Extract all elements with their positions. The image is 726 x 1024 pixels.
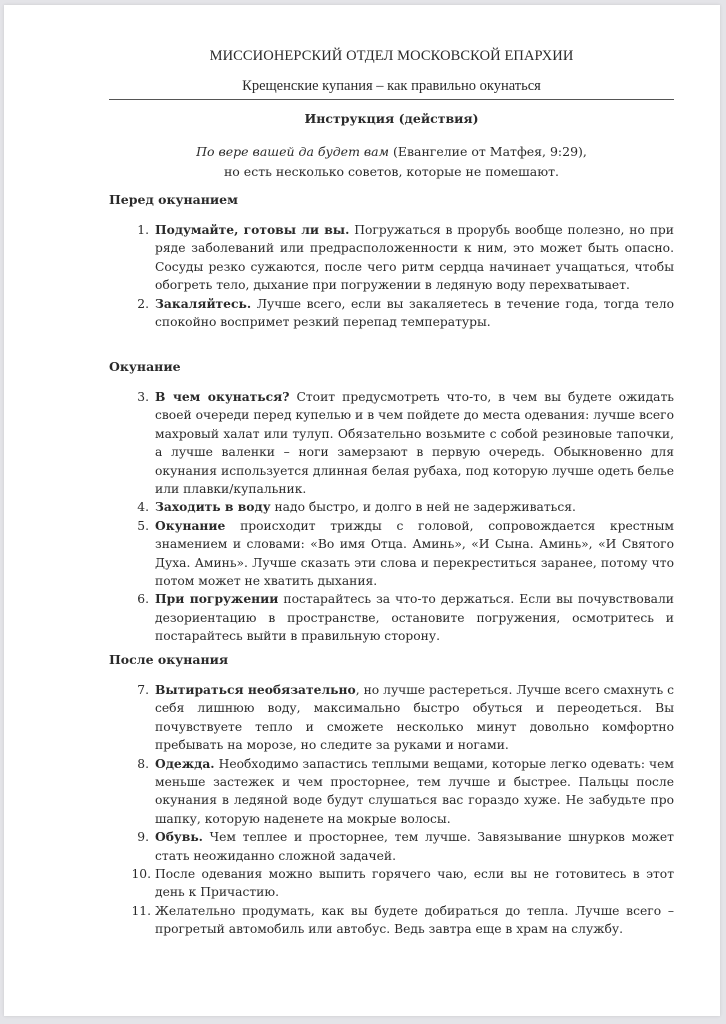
item-text: происходит трижды с головой, сопровождается крестным знамением и словами: «Во имя Отца. Аминь», «И Сына. Аминь», «И Святого Духа. Аминь». Лучше сказать эти слова и перекреститься заранее, потому что потом может не хватить дыхания. xyxy=(155,518,674,589)
item-number: 1. xyxy=(137,223,149,237)
item-number: 3. xyxy=(137,390,149,404)
list-item xyxy=(129,902,674,939)
list-item xyxy=(129,517,674,591)
list-item xyxy=(129,221,674,295)
item-text: Желательно продумать, как вы будете добираться до тепла. Лучше всего – прогретый автомобиль или автобус. Ведь завтра еще в храм на службу. xyxy=(155,903,674,937)
item-number: 7. xyxy=(137,683,149,697)
list-before xyxy=(129,221,674,331)
item-lead: При погружении xyxy=(155,591,279,607)
list-item xyxy=(129,388,674,498)
item-lead: В чем окунаться? xyxy=(155,389,290,404)
section-heading-before: Перед окунанием xyxy=(109,192,238,207)
header-divider xyxy=(109,99,674,100)
item-number: 6. xyxy=(137,592,149,607)
item-number: 8. xyxy=(137,756,149,771)
list-item xyxy=(129,755,674,829)
list-item xyxy=(129,828,674,865)
item-number: 11. xyxy=(131,903,151,918)
list-immersion xyxy=(129,388,674,646)
item-lead: Окунание xyxy=(155,517,226,533)
list-after xyxy=(129,681,674,939)
epigraph xyxy=(109,142,674,182)
item-number: 4. xyxy=(137,500,149,515)
organization-header: МИССИОНЕРСКИЙ ОТДЕЛ МОСКОВСКОЙ ЕПАРХИИ xyxy=(209,48,574,64)
item-text: Необходимо запастись теплыми вещами, которые легко одевать: чем меньше застежек и чем просторнее, тем лучше и быстрее. Пальцы после окунания в ледяной воде будут слушаться вас гораздо хуже. Не забудьте про шапку, которую наденете на мокрые волосы. xyxy=(155,756,674,826)
item-lead: Обувь. xyxy=(155,829,203,845)
item-lead: Заходить в воду xyxy=(155,499,271,515)
item-text: , но лучше растереться. Лучше всего смахнуть с себя лишнюю воду, максимально быстро обуться и переодеться. Вы почувствуете тепло и сможете несколько минут довольно комфортно пребывать на морозе, но следите за руками и ногами. xyxy=(155,683,675,753)
document-title: Инструкция (действия) xyxy=(304,111,479,126)
item-text: Чем теплее и просторнее, тем лучше. Завязывание шнурков может стать неожиданно сложной задачей. xyxy=(155,830,674,863)
list-item xyxy=(129,295,674,332)
item-lead: Вытираться необязательно xyxy=(155,682,356,697)
item-text: надо быстро, и долго в ней не задерживаться. xyxy=(270,500,576,515)
item-lead: Одежда. xyxy=(155,755,215,771)
list-item xyxy=(129,590,674,645)
item-number: 5. xyxy=(137,518,149,533)
document-subtitle: Крещенские купания – как правильно окунаться xyxy=(242,78,541,94)
item-text: Стоит предусмотреть что-то, в чем вы будете ожидать своей очереди перед купелью и в чем пойдете до места одевания: лучше всего махровый халат или тулуп. Обязательно возьмите с собой резиновые тапочки, а лучше валенки – ноги замерзают в первую очередь. Обыкновенно для окунания используется длинная белая рубаха, под которую лучше одеть белье или плавки/купальник. xyxy=(155,390,674,497)
item-text: Погружаться в прорубь вообще полезно, но при ряде заболеваний или предрасположенности к ним, это может быть опасно. Сосуды резко сужаются, после чего ритм сердца начинает учащаться, чтобы обогреть тело, дыхание при погружении в ледяную воду перехватывает. xyxy=(155,223,674,293)
epigraph-line-1 xyxy=(109,142,674,162)
document-page xyxy=(4,5,720,1016)
item-text: постарайтесь за что-то держаться. Если вы почувствовали дезориентацию в пространстве, остановите погружения, осмотритесь и постарайтесь выйти в правильную сторону. xyxy=(155,592,674,644)
item-text: Лучше всего, если вы закаляетесь в течение года, тогда тело спокойно воспримет резкий перепад температуры. xyxy=(155,296,674,330)
item-lead: Закаляйтесь. xyxy=(155,295,252,311)
epigraph-line-2: но есть несколько советов, которые не помешают. xyxy=(223,164,560,179)
epigraph-source: (Евангелие от Матфея, 9:29), xyxy=(389,144,587,159)
epigraph-quote: По вере вашей да будет вам xyxy=(196,144,389,159)
item-lead: Подумайте, готовы ли вы. xyxy=(155,222,350,237)
item-text: После одевания можно выпить горячего чаю, если вы не готовитесь в этот день к Причастию. xyxy=(155,867,674,900)
list-item xyxy=(129,865,674,902)
item-number: 10. xyxy=(131,867,151,882)
section-heading-immersion: Окунание xyxy=(109,359,181,374)
list-item xyxy=(129,498,674,516)
section-heading-after: После окунания xyxy=(109,652,229,667)
item-number: 9. xyxy=(137,830,149,845)
list-item xyxy=(129,681,674,755)
item-number: 2. xyxy=(137,296,149,311)
